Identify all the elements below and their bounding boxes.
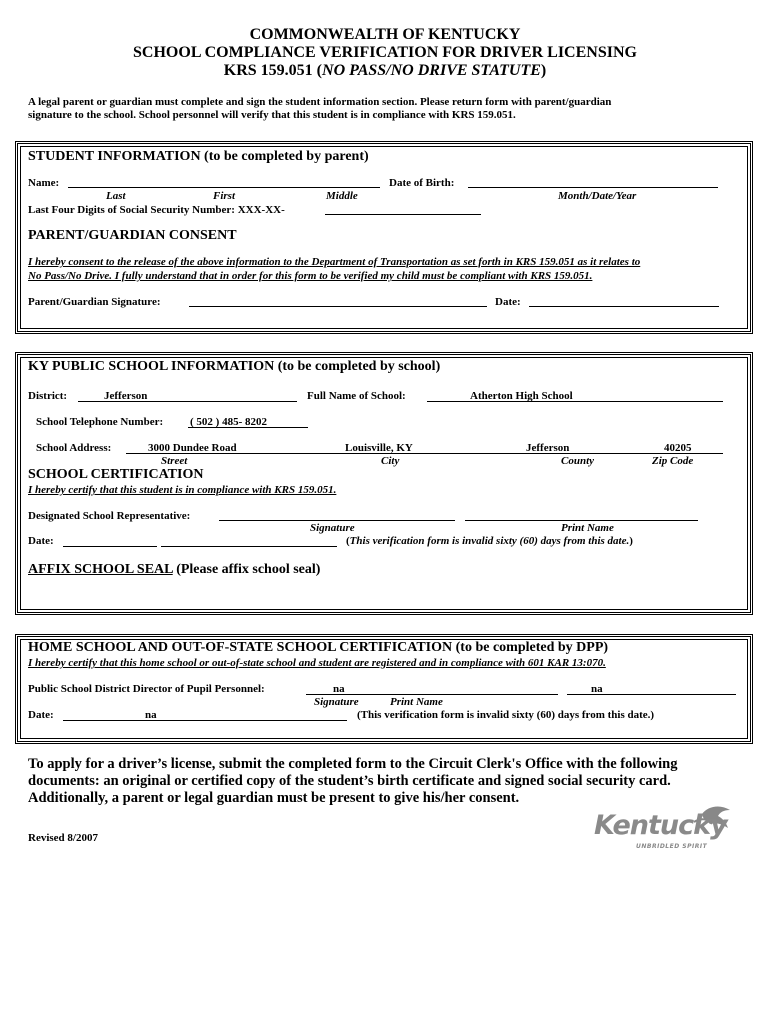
dpp-printname-caption: Print Name [390,696,443,708]
footer-line3: Additionally, a parent or legal guardian must be present to give his/her consent. [28,790,520,806]
parent-date-label: Date: [495,296,521,308]
middle-caption: Middle [326,190,358,202]
name-label: Name: [28,177,60,189]
dpp-date-label: Date: [28,709,54,721]
first-caption: First [213,190,236,202]
district-label: District: [28,390,68,402]
form-title-line3: KRS 159.051 (NO PASS/NO DRIVE STATUTE) [223,62,547,79]
school-address-label: School Address: [36,442,112,454]
last-caption: Last [106,190,126,202]
school-date-field-2[interactable] [161,546,337,547]
school-fullname-label: Full Name of School: [307,390,406,402]
city-value: Louisville, KY [345,442,413,454]
consent-text-line1: I hereby consent to the release of the above information to the Department of Transportation as set forth in KRS 159.051 as it relates to [28,256,641,268]
logo-tagline: UNBRIDLED SPIRIT [636,843,708,850]
intro-line2: signature to the school. School personnel will verify that this student is in compliance with KRS 159.051. [28,109,516,121]
dpp-invalid-note: (This verification form is invalid sixty (60) days from this date.) [357,709,655,721]
school-cert-text: I hereby certify that this student is in compliance with KRS 159.051. [28,484,337,496]
logo-wordmark: Kentucky [594,810,727,841]
district-value: Jefferson [104,390,148,402]
revised-date: Revised 8/2007 [28,832,98,844]
school-rep-label: Designated School Representative: [28,510,191,522]
school-invalid-note: (This verification form is invalid sixty (60) days from this date.) [346,535,633,547]
city-caption: City [381,455,400,467]
signature-caption: Signature [310,522,355,534]
printname-caption: Print Name [561,522,614,534]
dpp-date-value: na [145,709,157,721]
form-title-line2: SCHOOL COMPLIANCE VERIFICATION FOR DRIVER LICENSING [133,44,637,61]
county-caption: County [561,455,595,467]
school-phone-value: ( 502 ) 485- 8202 [190,416,267,428]
street-caption: Street [161,455,188,467]
dob-label: Date of Birth: [389,177,455,189]
parent-date-field[interactable] [529,306,719,307]
home-cert-text: I hereby certify that this home school or out-of-state school and student are registered and in compliance with 601 KAR 13:070. [28,657,606,669]
dpp-printname-value: na [591,683,603,695]
school-cert-title: SCHOOL CERTIFICATION [28,467,204,482]
parent-signature-label: Parent/Guardian Signature: [28,296,161,308]
school-fullname-value: Atherton High School [470,390,573,402]
school-date-label: Date: [28,535,54,547]
ssn-field[interactable] [325,214,481,215]
ssn-label: Last Four Digits of Social Security Number: XXX-XX- [28,204,285,216]
home-section-title: HOME SCHOOL AND OUT-OF-STATE SCHOOL CERTIFICATION (to be completed by DPP) [28,640,609,655]
name-field[interactable] [68,187,380,188]
dob-format-caption: Month/Date/Year [558,190,637,202]
student-section-title: STUDENT INFORMATION (to be completed by parent) [28,149,369,164]
school-phone-label: School Telephone Number: [36,416,164,428]
school-section-title: KY PUBLIC SCHOOL INFORMATION (to be completed by school) [28,359,441,374]
dpp-signature-caption: Signature [314,696,359,708]
footer-line2: documents: an original or certified copy of the student’s birth certificate and signed social security card. [28,773,671,789]
affix-seal-heading: AFFIX SCHOOL SEAL (Please affix school seal) [28,562,321,577]
zip-caption: Zip Code [652,455,694,467]
kentucky-logo [590,800,740,860]
street-value: 3000 Dundee Road [148,442,237,454]
form-title-line1: COMMONWEALTH OF KENTUCKY [249,26,521,43]
consent-text-line2: No Pass/No Drive. I fully understand that in order for this form to be verified my child must be compliant with KRS 159.051. [28,270,593,282]
dob-field[interactable] [468,187,718,188]
school-date-field-1[interactable] [63,546,157,547]
county-value: Jefferson [526,442,570,454]
dpp-signature-value: na [333,683,345,695]
school-rep-signature-field[interactable] [219,520,455,521]
consent-title: PARENT/GUARDIAN CONSENT [28,228,237,243]
zip-value: 40205 [664,442,692,454]
intro-line1: A legal parent or guardian must complete and sign the student information section. Please return form with parent/guardian [28,96,612,108]
parent-signature-field[interactable] [189,306,487,307]
footer-line1: To apply for a driver’s license, submit the completed form to the Circuit Clerk's Office with the following [28,756,678,772]
school-rep-printname-field[interactable] [465,520,698,521]
dpp-date-field[interactable] [63,720,347,721]
dpp-label: Public School District Director of Pupil Personnel: [28,683,265,695]
